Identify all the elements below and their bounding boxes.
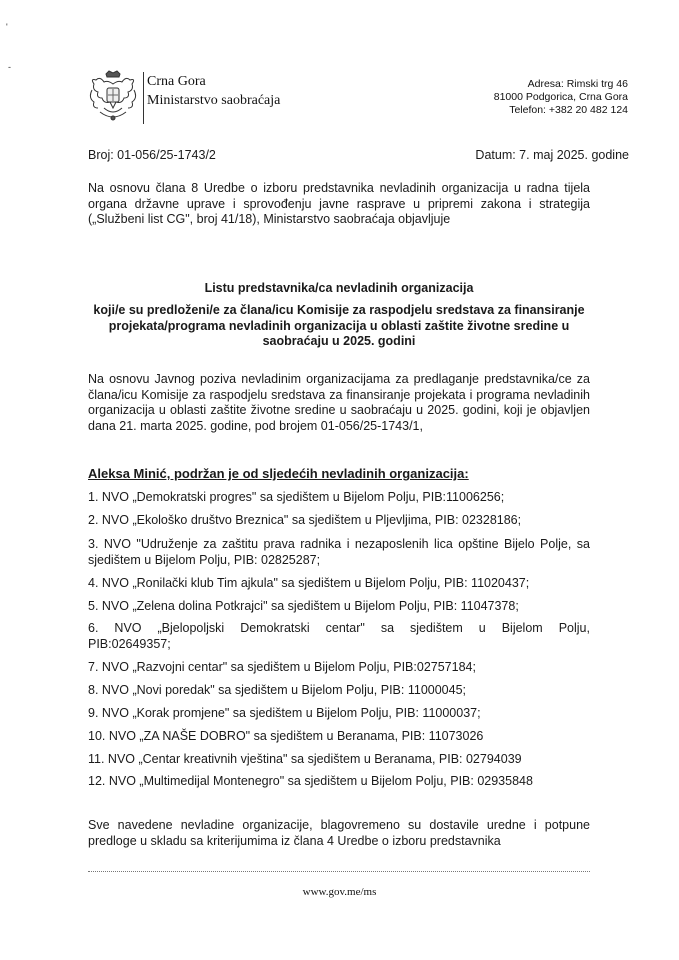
document-date: Datum: 7. maj 2025. godine: [475, 148, 629, 162]
ngo-list-item: 2. NVO „Ekološko društvo Breznica" sa sjedištem u Pljevljima, PIB: 02328186;: [88, 513, 522, 527]
city-line: 81000 Podgorica, Crna Gora: [493, 91, 628, 103]
ngo-list-item: 8. NVO „Novi poredak" sa sjedištem u Bijelom Polju, PIB: 11000045;: [88, 683, 467, 697]
scan-mark: ': [6, 22, 8, 32]
ngo-list-item: 10. NVO „ZA NAŠE DOBRO" sa sjedištem u Beranama, PIB: 11073026: [88, 729, 484, 743]
document-subtitle: koji/e su predloženi/e za člana/icu Komisije za raspodjelu sredstava za finansiranje projekata/programa nevladinih organizacija u oblasti zaštite životne sredine u saobraćaju u 2025. godini: [93, 303, 585, 348]
ngo-list-item: 5. NVO „Zelena dolina Potkrajci" sa sjedištem u Bijelom Polju, PIB: 11047378;: [88, 599, 519, 613]
ngo-6-word: sjedištem: [410, 621, 463, 635]
ngo-6-word: Bijelom: [501, 621, 543, 635]
ngo-list-item: 11. NVO „Centar kreativnih vještina" sa sjedištem u Beranama, PIB: 02794039: [88, 752, 522, 766]
coat-of-arms-icon: [86, 68, 140, 124]
ngo-6-word: Demokratski: [240, 621, 310, 635]
footer-url[interactable]: www.gov.me/ms: [302, 886, 377, 898]
ngo-6-word: 6.: [88, 621, 99, 635]
closing-paragraph: Sve navedene nevladine organizacije, blagovremeno su dostavile uredne i potpune predloge u skladu sa kriterijumima iz člana 4 Uredbe o izboru predstavnika: [88, 818, 590, 848]
document-number: Broj: 01-056/25-1743/2: [88, 148, 216, 162]
address-line: Adresa: Rimski trg 46: [527, 78, 628, 90]
header-institution: [147, 72, 280, 110]
ngo-6-word: centar": [325, 621, 365, 635]
ngo-list-item: 7. NVO „Razvojni centar" sa sjedištem u Bijelom Polju, PIB:02757184;: [88, 660, 476, 674]
supported-heading: Aleksa Minić, podržan je od sljedećih nevladinih organizacija:: [88, 466, 469, 481]
header-address: [494, 78, 628, 117]
phone-line: Telefon: +382 20 482 124: [509, 104, 628, 116]
ngo-6-first-line: [88, 620, 590, 636]
ngo-list-item: 4. NVO „Ronilački klub Tim ajkula" sa sjedištem u Bijelom Polju, PIB: 11020437;: [88, 576, 530, 590]
country-name: Crna Gora: [147, 74, 206, 89]
ngo-list-item: 3. NVO "Udruženje za zaštitu prava radnika i nezaposlenih lica opštine Bijelo Polje, sa sjedištem u Bijelom Polju, PIB: 02825287;: [88, 537, 590, 567]
ministry-name: Ministarstvo saobraćaja: [147, 93, 281, 108]
basis-paragraph: Na osnovu Javnog poziva nevladinim organizacijama za predlaganje predstavnika/ce za člana/icu Komisije za raspodjelu sredstava za finansiranje projekata i programa nevladinih organizacija u oblasti zaštite životne sredine u saobraćaju u 2025. godini, koji je objavljen dana 21. marta 2025. godine, pod brojem 01-056/25-1743/1,: [88, 372, 590, 433]
intro-paragraph: Na osnovu člana 8 Uredbe o izboru predstavnika nevladinih organizacija u radna tijela organa državne uprave i sprovođenju javne rasprave u pripremi zakona i strategija („Službeni list CG", broj 41/18), Ministarstvo saobraćaja objavljuje: [88, 181, 590, 226]
ngo-6-second-line: PIB:02649357;: [88, 637, 171, 651]
ngo-list-item: 12. NVO „Multimedijal Montenegro" sa sjedištem u Bijelom Polju, PIB: 02935848: [88, 774, 533, 788]
ngo-list-item: [88, 620, 590, 652]
ngo-6-word: NVO: [114, 621, 142, 635]
ngo-list-item: 1. NVO „Demokratski progres" sa sjedištem u Bijelom Polju, PIB:11006256;: [88, 490, 505, 504]
ngo-6-word: u: [478, 621, 486, 635]
ngo-6-word: „Bjelopoljski: [157, 621, 225, 635]
ngo-6-word: Polju,: [558, 621, 590, 635]
header-divider: [143, 72, 144, 124]
footer-divider: [88, 871, 590, 872]
document-title: Listu predstavnika/ca nevladinih organizacija: [204, 281, 474, 295]
ngo-list-item: 9. NVO „Korak promjene" sa sjedištem u Bijelom Polju, PIB: 11000037;: [88, 706, 481, 720]
ngo-6-word: sa: [380, 621, 395, 635]
scan-mark: -: [8, 62, 11, 72]
